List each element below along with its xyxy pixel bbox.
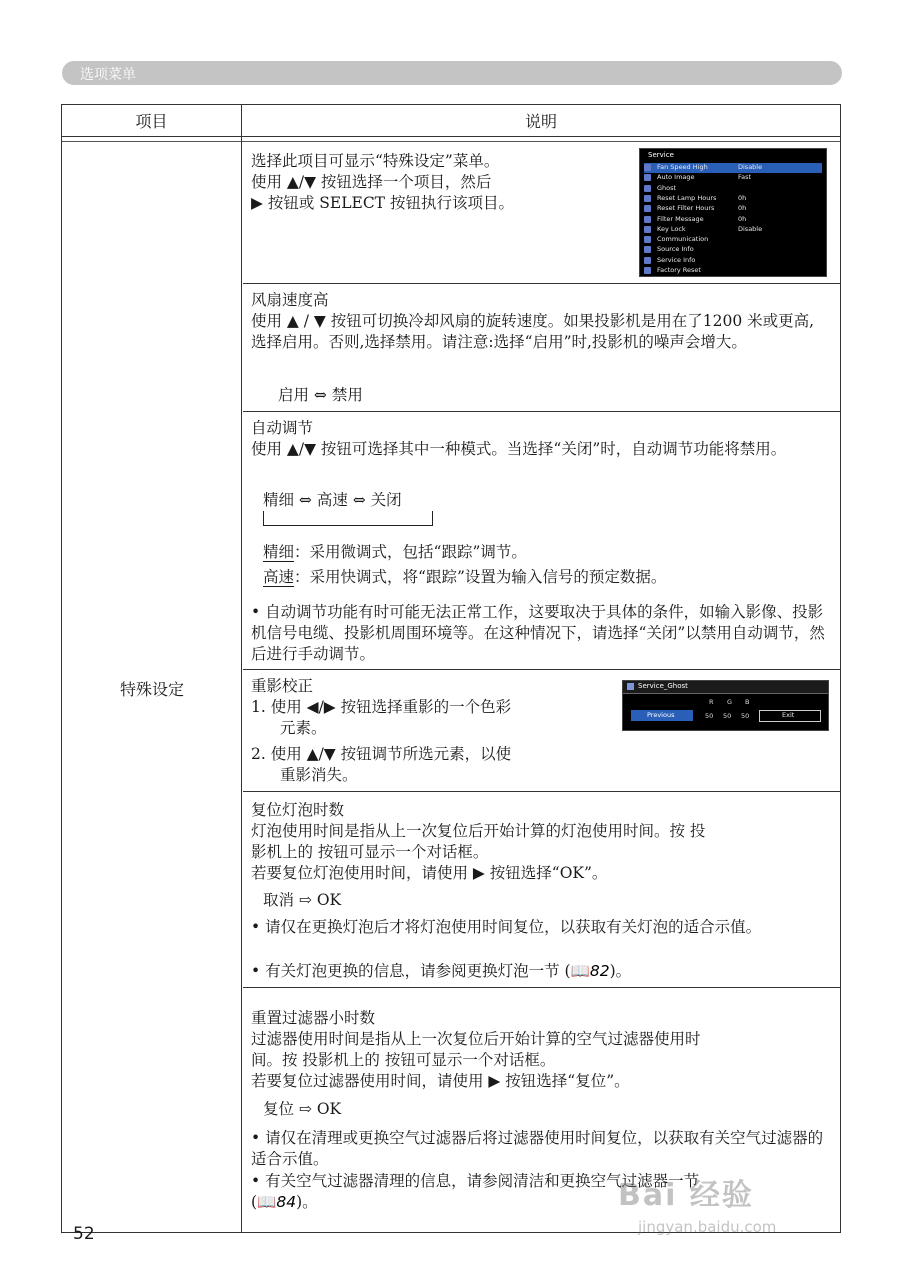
fan-body: 使用 ▲ / ▼ 按钮可切换冷却风扇的旋转速度。如果投影机是用在了1200 米或更高,选择启用。否则,选择禁用。请注意:选择“启用”时,投影机的噪声会增大。 — [251, 312, 815, 351]
ghost-ui-title: Service_Ghost — [638, 682, 688, 690]
filter-note-3 — [251, 1192, 318, 1213]
section-header-bar — [62, 61, 842, 85]
menu-item-value: Fast — [738, 173, 752, 182]
menu-item-name: Reset Lamp Hours — [657, 193, 717, 202]
menu-item-value: 0h — [738, 214, 747, 223]
table-header — [62, 105, 840, 137]
service-menu-title: Service — [648, 151, 674, 159]
baidu-watermark — [618, 1170, 776, 1236]
ghost-previous-label: Previous — [647, 711, 675, 719]
ghost-step-2: 2. 使用 ▲/▼ 按钮调节所选元素，以使 — [251, 745, 512, 763]
menu-item-icon — [644, 195, 651, 202]
menu-item-icon — [644, 226, 651, 233]
book-icon: 📖 — [570, 962, 590, 980]
menu-item-icon — [644, 216, 651, 223]
filter-note-3-open: ( — [251, 1193, 258, 1211]
menu-item-name: Key Lock — [657, 224, 686, 233]
filter-page-ref[interactable]: 84 — [276, 1193, 297, 1211]
service-menu-item[interactable] — [644, 225, 822, 235]
header-item: 项目 — [62, 105, 242, 136]
auto-fast-line — [263, 567, 666, 588]
service-menu-item[interactable] — [644, 215, 822, 225]
fine-term: 精细 — [263, 543, 295, 561]
menu-item-icon — [644, 185, 651, 192]
ghost-step-1-cont: 元素。 — [280, 719, 327, 737]
row-ghost — [243, 670, 840, 792]
ghost-val-b: 50 — [741, 712, 750, 720]
service-menu-item[interactable] — [644, 235, 822, 245]
lamp-line-3: 若要复位灯泡使用时间，请使用 ▶ 按钮选择“OK”。 — [251, 864, 608, 882]
ghost-screenshot — [622, 680, 829, 731]
auto-body: 使用 ▲/▼ 按钮可选择其中一种模式。当选择“关闭”时，自动调节功能将禁用。 — [251, 440, 787, 458]
menu-item-name: Factory Reset — [657, 266, 701, 274]
ghost-exit-label: Exit — [782, 711, 795, 719]
menu-item-icon — [644, 164, 651, 171]
intro-line-1: 选择此项目可显示“特殊设定”菜单。 — [251, 152, 500, 170]
menu-item-value: Disable — [738, 163, 763, 171]
lamp-page-ref[interactable]: 82 — [589, 962, 610, 980]
ghost-col-g: G — [727, 698, 733, 706]
filter-line-1: 过滤器使用时间是指从上一次复位后开始计算的空气过滤器使用时 — [251, 1030, 701, 1048]
item-label-special-settings: 特殊设定 — [119, 680, 184, 699]
ghost-col-r: R — [709, 698, 714, 706]
menu-item-value: 0h — [738, 193, 747, 202]
menu-item-icon — [644, 205, 651, 212]
options-table — [61, 104, 841, 1233]
menu-item-name: Auto Image — [657, 173, 695, 182]
lamp-title: 复位灯泡时数 — [251, 801, 345, 819]
page-number: 52 — [73, 1224, 95, 1244]
lamp-line-2: 影机上的 按钮可显示一个对话框。 — [251, 843, 489, 861]
filter-line-2: 间。按 投影机上的 按钮可显示一个对话框。 — [251, 1051, 556, 1069]
service-menu-item[interactable] — [644, 245, 822, 255]
lamp-note-2 — [251, 961, 631, 982]
filter-title: 重置过滤器小时数 — [251, 1009, 376, 1027]
ghost-exit-button[interactable] — [759, 710, 821, 722]
menu-item-name: Source Info — [657, 245, 694, 254]
service-menu-item[interactable] — [644, 266, 822, 276]
service-menu-item[interactable] — [644, 194, 822, 204]
service-menu-item[interactable] — [644, 256, 822, 266]
row-fan-speed — [243, 284, 840, 412]
fan-options: 启用 ⇔ 禁用 — [278, 386, 363, 404]
fast-term: 高速 — [263, 568, 295, 586]
cycle-arrow — [263, 511, 433, 526]
menu-item-icon — [644, 267, 651, 274]
ghost-val-r: 50 — [705, 712, 714, 720]
menu-item-icon — [644, 257, 651, 264]
filter-note-1: • 请仅在清理或更换空气过滤器后将过滤器使用时间复位，以获取有关空气过滤器的适合示值。 — [251, 1129, 824, 1168]
intro-line-2: 使用 ▲/▼ 按钮选择一个项目，然后 — [251, 173, 492, 191]
filter-line-3: 若要复位过滤器使用时间，请使用 ▶ 按钮选择“复位”。 — [251, 1072, 630, 1090]
fast-desc: ：采用快调式，将“跟踪”设置为输入信号的预定数据。 — [294, 568, 667, 586]
section-title: 选项菜单 — [80, 67, 136, 83]
watermark-logo: Bai 经验 — [618, 1178, 754, 1213]
fan-title: 风扇速度高 — [251, 291, 329, 309]
menu-item-name: Ghost — [657, 183, 677, 192]
service-menu-item[interactable] — [644, 163, 822, 173]
menu-item-name: Communication — [657, 235, 709, 244]
watermark-url: jingyan.baidu.com — [638, 1218, 777, 1236]
ghost-title: 重影校正 — [251, 677, 314, 695]
auto-title: 自动调节 — [251, 419, 314, 437]
ghost-step-1: 1. 使用 ◀/▶ 按钮选择重影的一个色彩 — [251, 698, 512, 716]
menu-item-name: Filter Message — [657, 214, 704, 223]
service-menu-item[interactable] — [644, 204, 822, 214]
menu-item-name: Reset Filter Hours — [657, 204, 715, 213]
menu-item-icon — [644, 174, 651, 181]
menu-item-name: Fan Speed High — [657, 163, 708, 171]
filter-note-3-end: )。 — [296, 1193, 318, 1211]
ghost-col-b: B — [745, 698, 750, 706]
auto-fine-line — [263, 542, 527, 563]
book-icon: 📖 — [257, 1193, 277, 1211]
row-lamp-hours — [243, 792, 840, 988]
filter-note-2: • 有关空气过滤器清理的信息，请参阅清洁和更换空气过滤器一节 — [251, 1172, 700, 1190]
menu-item-value: Disable — [738, 224, 763, 233]
row-intro — [243, 141, 840, 284]
ghost-step-2-cont: 重影消失。 — [280, 766, 358, 784]
service-menu-item[interactable] — [644, 184, 822, 194]
menu-item-icon — [644, 246, 651, 253]
lamp-options: 取消 ⇨ OK — [263, 891, 342, 909]
service-menu-item[interactable] — [644, 173, 822, 183]
auto-options: 精细 ⇔ 高速 ⇔ 关闭 — [263, 491, 402, 509]
lamp-note-2-text: • 有关灯泡更换的信息，请参阅更换灯泡一节 ( — [251, 962, 571, 980]
ghost-previous-button[interactable] — [631, 710, 693, 721]
lamp-line-1: 灯泡使用时间是指从上一次复位后开始计算的灯泡使用时间。按 投 — [251, 822, 706, 840]
menu-item-name: Service Info — [657, 255, 696, 264]
row-auto-adjust — [243, 412, 840, 670]
filter-options: 复位 ⇨ OK — [263, 1100, 342, 1118]
menu-item-value: 0h — [738, 204, 747, 213]
ghost-val-g: 50 — [723, 712, 732, 720]
ghost-menu-icon — [627, 683, 634, 690]
header-description: 说明 — [524, 112, 557, 131]
menu-item-icon — [644, 236, 651, 243]
service-menu-screenshot — [639, 148, 827, 277]
fine-desc: ：采用微调式，包括“跟踪”调节。 — [294, 543, 527, 561]
intro-line-3: ▶ 按钮或 SELECT 按钮执行该项目。 — [251, 194, 514, 212]
auto-note: • 自动调节功能有时可能无法正常工作，这要取决于具体的条件，如输入影像、投影机信号电缆、投影机周围环境等。在这种情况下，请选择“关闭”以禁用自动调节，然后进行手动调节。 — [251, 603, 825, 663]
lamp-note-1: • 请仅在更换灯泡后才将灯泡使用时间复位，以获取有关灯泡的适合示值。 — [251, 918, 762, 936]
lamp-note-2-end: )。 — [609, 962, 632, 980]
